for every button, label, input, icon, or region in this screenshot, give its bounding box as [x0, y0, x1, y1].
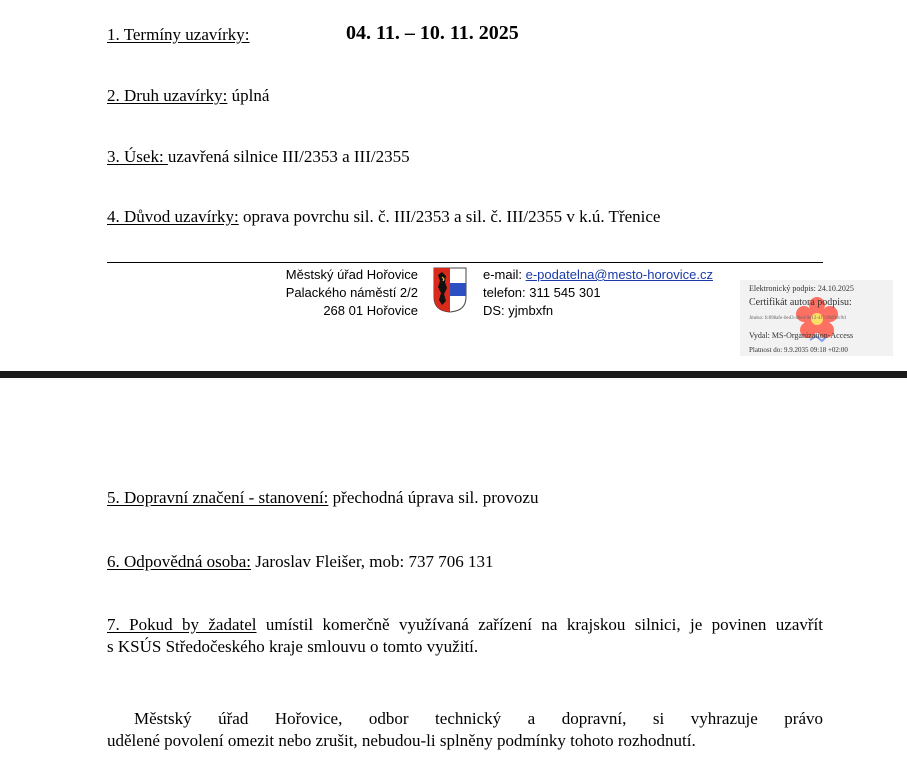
item-7 [107, 614, 823, 658]
footer-contacts [483, 266, 713, 320]
footer-office: Městský úřad Hořovice [285, 267, 418, 282]
email-label: e-mail: [483, 267, 526, 282]
item-4 [107, 207, 660, 227]
page-break [0, 371, 907, 378]
closure-dates: 04. 11. – 10. 11. 2025 [346, 22, 519, 44]
item-5-value: přechodná úprava sil. provozu [328, 488, 539, 507]
sig-date: Elektronický podpis: 24.10.2025 [749, 284, 854, 293]
footer-email-line [483, 266, 713, 284]
footer-rule [107, 262, 823, 263]
footer-city: 268 01 Hořovice [323, 303, 418, 318]
sig-cert: Certifikát autora podpisu: [749, 297, 852, 308]
item-2 [107, 86, 269, 106]
footer-street: Palackého náměstí 2/2 [285, 285, 418, 300]
item-1-label: 1. Termíny uzavírky: [107, 25, 250, 44]
electronic-signature-block [740, 280, 893, 356]
item-4-value: oprava povrchu sil. č. III/2353 a sil. č. III/2355 v k.ú. Třenice [238, 207, 661, 226]
item-3-label: 3. Úsek: [107, 147, 168, 166]
footer-ds: DS: yjmbxfn [483, 303, 554, 318]
item-6-label: 6. Odpovědná osoba: [107, 552, 252, 571]
item-2-label: 2. Druh uzavírky: [107, 86, 228, 105]
closing-line2: udělené povolení omezit nebo zrušit, nebudou-li splněny podmínky tohoto rozhodnutí. [107, 731, 696, 750]
coat-of-arms-icon [433, 267, 467, 313]
item-7-line1 [107, 614, 823, 636]
item-7-label: 7. Pokud by žadatel [107, 615, 257, 634]
item-6 [107, 552, 494, 572]
item-3 [107, 147, 410, 167]
closing-line1: Městský úřad Hořovice, odbor technický a dopravní, si vyhrazuje právo [134, 709, 823, 728]
item-7-text1: umístil komerčně využívaná zařízení na krajskou silnici, je povinen uzavřít [256, 615, 823, 634]
email-link[interactable]: e-podatelna@mesto-horovice.cz [525, 267, 713, 282]
footer-address [286, 266, 418, 320]
item-4-label: 4. Důvod uzavírky: [107, 207, 239, 226]
item-3-value: uzavřená silnice III/2353 a III/2355 [167, 147, 410, 166]
item-6-value: Jaroslav Fleišer, mob: 737 706 131 [251, 552, 494, 571]
item-5-label: 5. Dopravní značení - stanovení: [107, 488, 329, 507]
sig-name: Jméno: fc898afe-0ed3-40ed-9e12-4f7cf8d9dc9d [749, 316, 846, 321]
sig-issuer: Vydal: MS-Organization-Access [749, 331, 854, 340]
item-7-line2: s KSÚS Středočeského kraje smlouvu o tomto využití. [107, 637, 479, 656]
closing-paragraph [107, 708, 823, 752]
footer-phone: telefon: 311 545 301 [483, 285, 601, 300]
item-5 [107, 488, 538, 508]
item-1 [107, 25, 250, 45]
sig-validity: Platnost do: 9.9.2035 09:18 +02:00 [749, 346, 848, 354]
item-2-value: úplná [227, 86, 270, 105]
